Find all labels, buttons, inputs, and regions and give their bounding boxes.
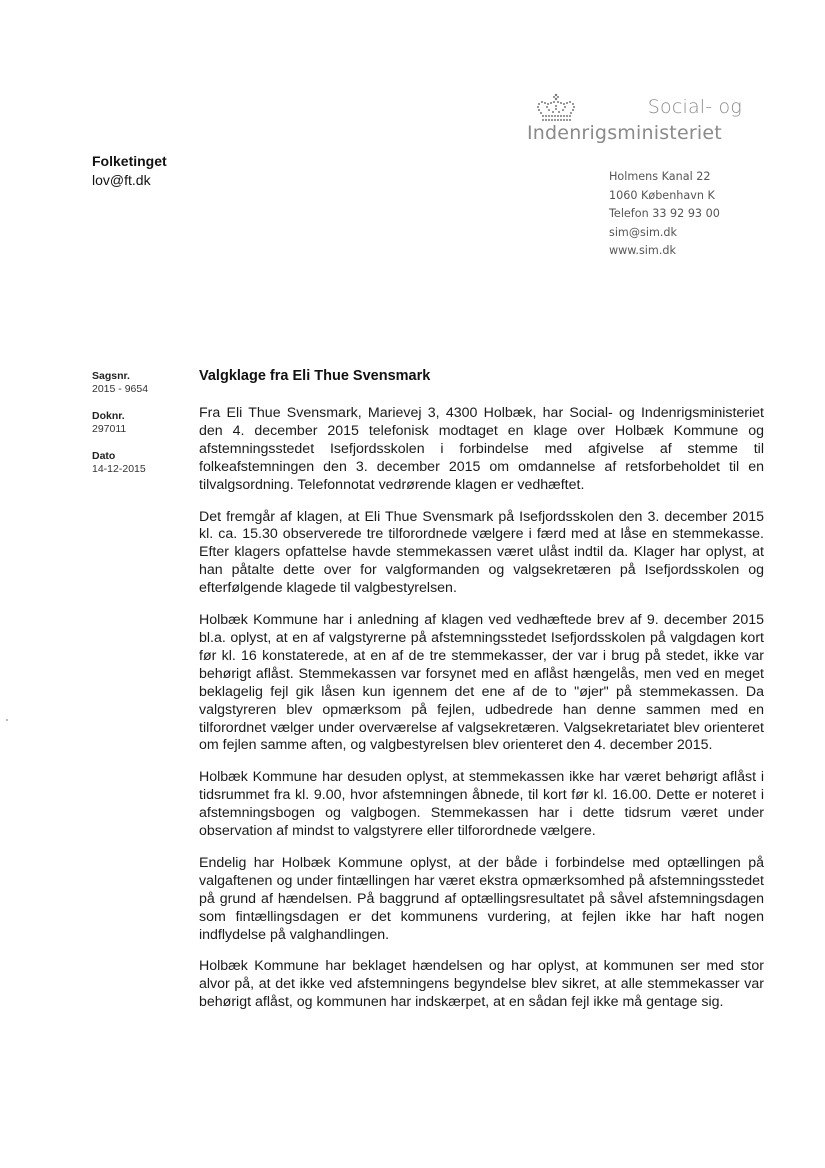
ministry-logo [527, 92, 742, 154]
paragraph-1: Fra Eli Thue Svensmark, Marievej 3, 4300 Holbæk, har Social- og Indenrigsministeriet den 4. december 2015 telefonisk modtaget en klage over Holbæk Kommune og afstemningsstedet Isefjordsskolen i forbindelse med afgivelse af stemme til folkeafstemningen den 3. december 2015 om omdannelse af retsforbeholdet til en tilvalgsordning. Telefonnotat vedrørende klagen er vedhæftet. [199, 405, 764, 493]
doc-number-value: 297011 [92, 423, 127, 435]
paragraph-4: Holbæk Kommune har desuden oplyst, at stemmekassen ikke har været behørigt aflåst i tidsrummet fra kl. 9.00, hvor afstemningen åbnede, til kort før kl. 16.00. Dette er noteret i afstemningsbogen og valgbogen. Stemmekassen har i dette tidsrum været under observation af mindst to valgstyrere eller tilforordnede vælgere. [199, 769, 764, 840]
paragraph-5: Endelig har Holbæk Kommune oplyst, at der både i forbindelse med optællingen på valgaftenen og under fintællingen har været ekstra opmærksomhed på afstemningsstedet på grund af hændelsen. På baggrund af optællingsresultatet på såvel afstemningsdagen som fintællingsdagen er det kommunens vurdering, at fejlen ikke har haft nogen indflydelse på valghandlingen. [199, 854, 764, 943]
ministry-name-line1: Social- og [647, 96, 742, 118]
paragraph-6: Holbæk Kommune har beklaget hændelsen og har oplyst, at kommunen ser med stor alvor på, at det ikke ved afstemningens begyndelse blev sikret, at alle stemmekasser var behørigt aflåst, og kommunen har indskærpet, at en sådan fejl ikke må gentage sig. [199, 958, 764, 1011]
case-number-value: 2015 - 9654 [92, 383, 149, 395]
recipient-name: Folketinget [92, 153, 167, 169]
address-phone: Telefon 33 92 93 00 [609, 207, 720, 220]
paragraph-3: Holbæk Kommune har i anledning af klagen ved vedhæftede brev af 9. december 2015 bl.a. oplyst, at en af valgstyrerne på afstemningsstedet Isefjordsskolen på valgdagen kort før kl. 16 konstaterede, at en af de tre stemmekasser, der var i brug på stedet, ikke var behørigt aflåst. Stemmekassen var forsynet med en aflåst hængelås, men ved en meget beklagelig fejl gik låsen kun igennem det ene af de to "øjer" på stemmekassen. Da valgstyreren blev opmærksom på fejlen, udbedrede han denne sammen med en tilforordnet vælger under overværelse af valgsekretæren. Valgsekretariatet blev orienteret om fejlen samme aften, og valgbestyrelsen blev orienteret den 4. december 2015. [199, 612, 764, 754]
paragraph-2: Det fremgår af klagen, at Eli Thue Svensmark på Isefjordsskolen den 3. december 2015 kl. ca. 15.30 observerede tre tilforordnede vælgere i færd med at låse en stemmekasse. Efter klagers opfattelse havde stemmekassen været ulåst indtil da. Klager har oplyst, at han påtalte dette over for valgformanden og valgsekretæren på Isefjordsskolen og efterfølgende klagede til valgbestyrelsen. [199, 508, 764, 597]
case-number-label: Sagsnr. [92, 370, 130, 382]
date-value: 14-12-2015 [92, 463, 146, 475]
scan-mark [6, 719, 8, 721]
document-meta [92, 370, 148, 490]
recipient-email: lov@ft.dk [92, 172, 151, 188]
address-street: Holmens Kanal 22 [609, 170, 711, 183]
ministry-name-line2: Indenrigsministeriet [527, 122, 722, 144]
recipient-block [92, 152, 167, 190]
sender-address [609, 168, 720, 261]
letter-body [199, 368, 764, 1026]
address-email: sim@sim.dk [609, 225, 677, 239]
doc-number-label: Doknr. [92, 410, 125, 422]
address-website: www.sim.dk [609, 244, 676, 257]
letter-title: Valgklage fra Eli Thue Svensmark [199, 368, 431, 384]
address-postal: 1060 København K [609, 188, 715, 202]
date-label: Dato [92, 450, 116, 462]
